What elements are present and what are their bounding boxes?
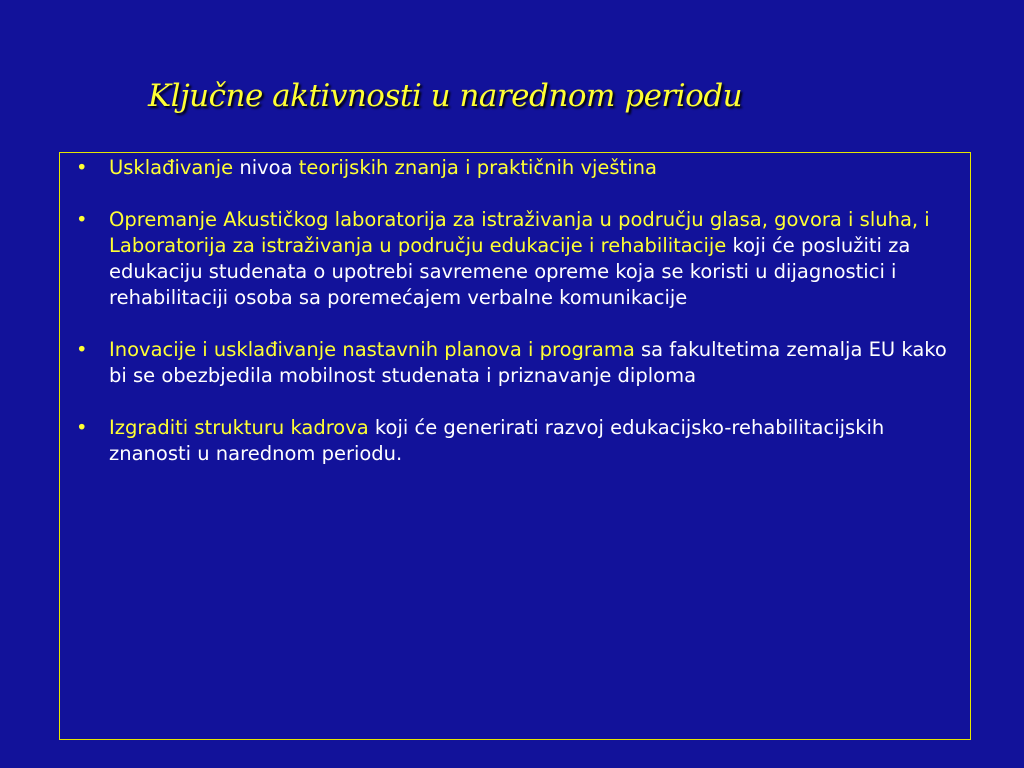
bullet-1-part-3: teorijskih znanja i praktičnih vještina (298, 156, 657, 179)
bullet-1-part-2: nivoa (233, 156, 299, 179)
bullet-list (72, 155, 962, 493)
bullet-4-part-2: koji će generirati razvoj edukacijsko-rehabilitacijskih znanosti u narednom periodu. (109, 416, 885, 465)
bullet-item-4 (72, 415, 962, 467)
bullet-4-part-1: Izgraditi strukturu kadrova (109, 416, 369, 439)
bullet-dot-icon: • (76, 338, 88, 361)
bullet-item-2 (72, 207, 962, 311)
bullet-item-1 (72, 155, 962, 181)
bullet-dot-icon: • (76, 156, 88, 179)
bullet-1-part-1: Usklađivanje (109, 156, 234, 179)
bullet-dot-icon: • (76, 416, 88, 439)
bullet-item-3 (72, 337, 962, 389)
bullet-3-part-2: sa fakultetima zemalja EU kako bi se obezbjedila mobilnost studenata i priznavanje diploma (109, 338, 947, 387)
slide-title: Ključne aktivnosti u narednom periodu (148, 78, 743, 114)
bullet-dot-icon: • (76, 208, 88, 231)
bullet-2-part-1: Opremanje Akustičkog laboratorija za istraživanja u području glasa, govora i sluha, i Laboratorija za istraživanja u području edukacije i rehabilitacije (109, 208, 930, 257)
bullet-2-part-2: koji će poslužiti za edukaciju studenata o upotrebi savremene opreme koja se koristi u dijagnostici i rehabilitaciji osoba sa poremećajem verbalne komunikacije (109, 234, 911, 309)
bullet-3-part-1: Inovacije i usklađivanje nastavnih planova i programa (109, 338, 635, 361)
